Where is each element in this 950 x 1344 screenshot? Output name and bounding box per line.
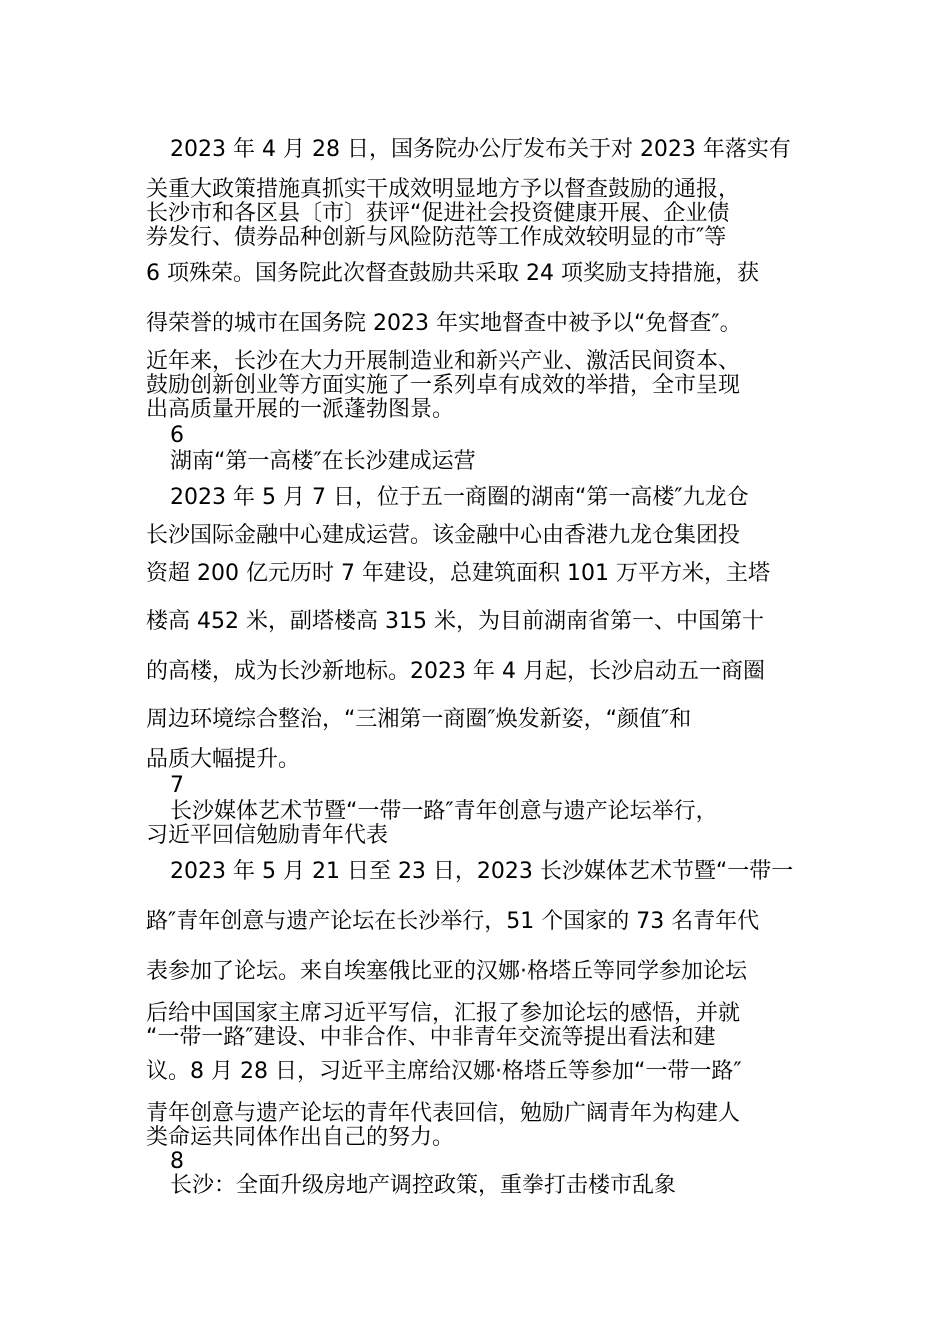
paragraph-line: 类命运共同体作出自己的努力。 <box>146 1125 455 1150</box>
paragraph-line: 近年来，长沙在大力开展制造业和新兴产业、激活民间资本、 <box>146 349 741 374</box>
paragraph-line: 路″青年创意与遗产论坛在长沙举行，51 个国家的 73 名青年代 <box>146 909 760 934</box>
paragraph-line: 品质大幅提升。 <box>146 747 301 772</box>
paragraph-line: 券发行、债券品种创新与风险防范等工作成效较明显的市″等 <box>146 225 727 250</box>
paragraph-line: 周边环境综合整治，“三湘第一商圈″焕发新姿，“颜值″和 <box>146 707 692 732</box>
paragraph-line: 资超 200 亿元历时 7 年建设，总建筑面积 101 万平方米，主塔 <box>146 561 770 586</box>
paragraph-line: 关重大政策措施真抓实干成效明显地方予以督查鼓励的通报， <box>146 177 741 202</box>
section-number: 6 <box>170 423 184 448</box>
paragraph-line: 出高质量开展的一派蓬勃图景。 <box>146 397 455 422</box>
paragraph-line: 青年创意与遗产论坛的青年代表回信，勉励广阔青年为构建人 <box>146 1101 741 1126</box>
paragraph-line: 议。8 月 28 日，习近平主席给汉娜·格塔丘等参加“一带一路″ <box>146 1059 742 1084</box>
paragraph-line: 鼓励创新创业等方面实施了一系列卓有成效的举措，全市呈现 <box>146 373 741 398</box>
section-title: 长沙：全面升级房地产调控政策，重拳打击楼市乱象 <box>170 1173 677 1198</box>
paragraph-line: 楼高 452 米，副塔楼高 315 米，为目前湖南省第一、中国第十 <box>146 609 764 634</box>
section-number: 8 <box>170 1149 184 1174</box>
paragraph-line: 表参加了论坛。来自埃塞俄比亚的汉娜·格塔丘等同学参加论坛 <box>146 959 747 984</box>
section-title: 长沙媒体艺术节暨“一带一路″青年创意与遗产论坛举行， <box>170 799 718 824</box>
paragraph-line: 长沙市和各区县〔市〕获评“促进社会投资健康开展、企业债 <box>146 201 730 226</box>
paragraph-line: 后给中国国家主席习近平写信，汇报了参加论坛的感悟，并就 <box>146 1001 741 1026</box>
paragraph-line: 6 项殊荣。国务院此次督查鼓励共采取 24 项奖励支持措施，获 <box>146 261 759 286</box>
paragraph-line: 得荣誉的城市在国务院 2023 年实地督查中被予以“免督查″。 <box>146 311 742 336</box>
section-number: 7 <box>170 773 184 798</box>
paragraph-line: “一带一路″建设、中非合作、中非青年交流等提出看法和建 <box>146 1025 716 1050</box>
paragraph-line: 2023 年 5 月 7 日，位于五一商圈的湖南“第一高楼″九龙仓 <box>170 485 749 510</box>
paragraph-line: 2023 年 5 月 21 日至 23 日，2023 长沙媒体艺术节暨“一带一 <box>170 859 794 884</box>
paragraph-line: 长沙国际金融中心建成运营。该金融中心由香港九龙仓集团投 <box>146 523 741 548</box>
section-title: 湖南“第一高楼″在长沙建成运营 <box>170 449 476 474</box>
paragraph-line: 2023 年 4 月 28 日，国务院办公厅发布关于对 2023 年落实有 <box>170 137 791 162</box>
section-title: 习近平回信勉励青年代表 <box>146 823 389 848</box>
paragraph-line: 的高楼，成为长沙新地标。2023 年 4 月起，长沙启动五一商圈 <box>146 659 765 684</box>
